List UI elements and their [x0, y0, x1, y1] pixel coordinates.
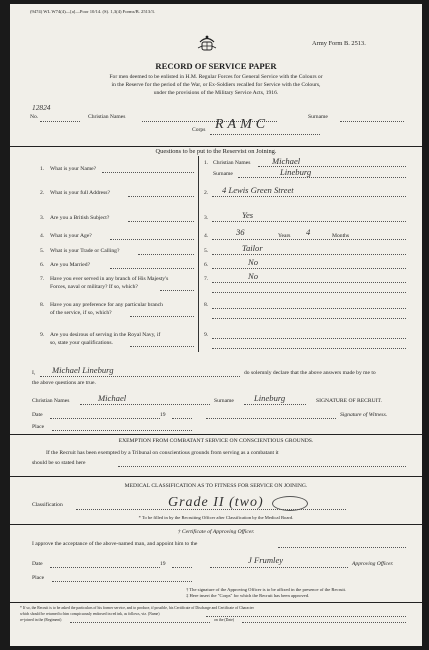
exemption-line-1: If the Recruit has been exempted by a Tribunal on conscientious grounds from serving as a combatant it — [46, 450, 279, 456]
signature-of-witness-label: Signature of Witness. — [340, 412, 388, 418]
a2-value: 4 Lewis Green Street — [222, 185, 294, 195]
no-label: No. — [30, 114, 39, 120]
q9-text-2: so, state your qualifications. — [50, 340, 113, 346]
surname-label: Surname — [308, 114, 328, 120]
service-number-value: 12824 — [32, 103, 51, 112]
q2-text: What is your full Address? — [50, 190, 110, 196]
decl-christian-value: Michael — [98, 393, 127, 403]
a9-number: 9. — [204, 332, 209, 338]
exemption-line-2: should be so stated here — [32, 460, 86, 466]
corps-label: Corps — [192, 127, 206, 133]
a8-number: 8. — [204, 302, 209, 308]
exemption-title: EXEMPTION FROM COMBATANT SERVICE ON CONSCIENTIOUS GROUNDS. — [118, 438, 314, 444]
service-paper — [10, 4, 422, 646]
declaration-text-2: the above questions are true. — [32, 380, 96, 386]
intro-line-3: under the provisions of the Military Service Acts, 1916. — [153, 90, 279, 96]
medical-footnote: * To be filled in by the Recruiting Officer after Classification by the Medical Board. — [138, 515, 294, 520]
q4-text: What is your Age? — [50, 233, 92, 239]
a4-years-value: 36 — [236, 227, 245, 237]
medical-title: MEDICAL CLASSIFICATION AS TO FITNESS FOR SERVICE ON JOINING. — [124, 483, 308, 489]
q9-number: 9. — [40, 332, 45, 338]
a6-number: 6. — [204, 262, 209, 268]
q3-number: 3. — [40, 215, 45, 221]
print-code: (9474) WL W74(4)—[a]—Poor 10/14. (S). 1,3(4) Forms/B. 2513/3. — [30, 9, 155, 14]
a2-number: 2. — [204, 190, 209, 196]
q6-text: Are you Married? — [50, 262, 91, 268]
decl-surname-label: Surname — [214, 398, 234, 404]
corps-value: RAMC — [215, 117, 270, 132]
q8-text-2: of the service, if so, which? — [50, 310, 112, 316]
a4-number: 4. — [204, 233, 209, 239]
footnote-line-2: which should be returned to him conspicuously endorsed in red ink, as follows, viz. (Name) — [20, 612, 160, 616]
a1-surname-value: Lineburg — [280, 167, 312, 177]
a6-value: No — [248, 257, 259, 267]
q7-text-2: Forces, naval or military? If so, which? — [50, 284, 138, 290]
q1-text: What is your Name? — [50, 166, 97, 172]
decl-surname-value: Lineburg — [254, 393, 286, 403]
approving-officer-label: Approving Officer. — [352, 561, 394, 567]
a4-months-label: Months — [332, 233, 350, 239]
approval-year-prefix: 19 — [160, 561, 166, 567]
q7-number: 7. — [40, 276, 45, 282]
q6-number: 6. — [40, 262, 45, 268]
approval-note-2: ‡ Here insert the "Corps" for which the Recruit has been approved. — [186, 593, 310, 598]
q8-number: 8. — [40, 302, 45, 308]
classification-value: Grade II (two) — [168, 495, 264, 510]
a1-christian-label: Christian Names — [213, 160, 251, 166]
a1-number: 1. — [204, 160, 209, 166]
q7-text-1: Have you ever served in any branch of His Majesty's — [50, 276, 169, 282]
declaration-text: do solemnly declare that the above answers made by me to — [244, 370, 376, 376]
q5-number: 5. — [40, 248, 45, 254]
declaration-i-label: I, — [32, 370, 36, 376]
intro-line-1: For men deemed to be enlisted in H.M. Regular Forces for General Service with the Colours or — [109, 74, 323, 80]
a3-value: Yes — [242, 210, 254, 220]
declaration-name-value: Michael Lineburg — [52, 365, 114, 375]
a7-number: 7. — [204, 276, 209, 282]
q1-number: 1. — [40, 166, 45, 172]
questions-divider — [198, 156, 199, 352]
footnote-line-3: re-joined in the (Regiment) — [20, 618, 62, 622]
a5-number: 5. — [204, 248, 209, 254]
form-number: Army Form B. 2513. — [312, 40, 366, 47]
footnote-line-1: * If so, the Recruit is to be asked the particulars of his former service, and to produce, if possible, his Certificate of Discharge and Certificate of Character — [20, 606, 254, 610]
q2-number: 2. — [40, 190, 45, 196]
decl-date-label: Date — [32, 412, 43, 418]
a1-christian-value: Michael — [272, 156, 301, 166]
signature-of-recruit-label: SIGNATURE OF RECRUIT. — [316, 398, 382, 404]
approval-date-label: Date — [32, 561, 43, 567]
approval-cert-title: † Certificate of Approving Officer. — [177, 529, 255, 535]
q3-text: Are you a British Subject? — [50, 215, 110, 221]
classification-label: Classification — [32, 502, 63, 508]
form-title: RECORD OF SERVICE PAPER — [155, 61, 277, 71]
questions-heading: Questions to be put to the Reservist on Joining. — [155, 148, 277, 155]
q9-text-1: Are you desirous of serving in the Royal Navy, if — [50, 332, 161, 338]
decl-christian-label: Christian Names — [32, 398, 70, 404]
approval-note-1: † The signature of the Approving Officer is to be affixed in the presence of the Recruit. — [186, 587, 347, 592]
a4-years-label: Years — [278, 233, 291, 239]
decl-year-prefix: 19 — [160, 412, 166, 418]
approving-officer-signature: J Frumley — [248, 555, 284, 565]
a1-surname-label: Surname — [213, 171, 233, 177]
footnote-on-label: on the (Date) — [214, 618, 235, 622]
a5-value: Tailor — [242, 243, 263, 253]
a7-value: No — [248, 271, 259, 281]
decl-place-label: Place — [32, 424, 45, 430]
intro-line-2: in the Reserve for the period of the War, or Ex-Soldiers recalled for Service with the Colours, — [111, 82, 321, 88]
q8-text-1: Have you any preference for any particular branch — [50, 302, 163, 308]
a3-number: 3. — [204, 215, 209, 221]
a4-months-value: 4 — [306, 227, 311, 237]
approval-place-label: Place — [32, 575, 45, 581]
q4-number: 4. — [40, 233, 45, 239]
q5-text: What is your Trade or Calling? — [50, 248, 120, 254]
royal-crest-icon — [196, 34, 218, 54]
christian-names-label: Christian Names — [88, 114, 126, 120]
approval-text: I approve the acceptance of the above-named man, and appoint him to the — [32, 541, 198, 547]
